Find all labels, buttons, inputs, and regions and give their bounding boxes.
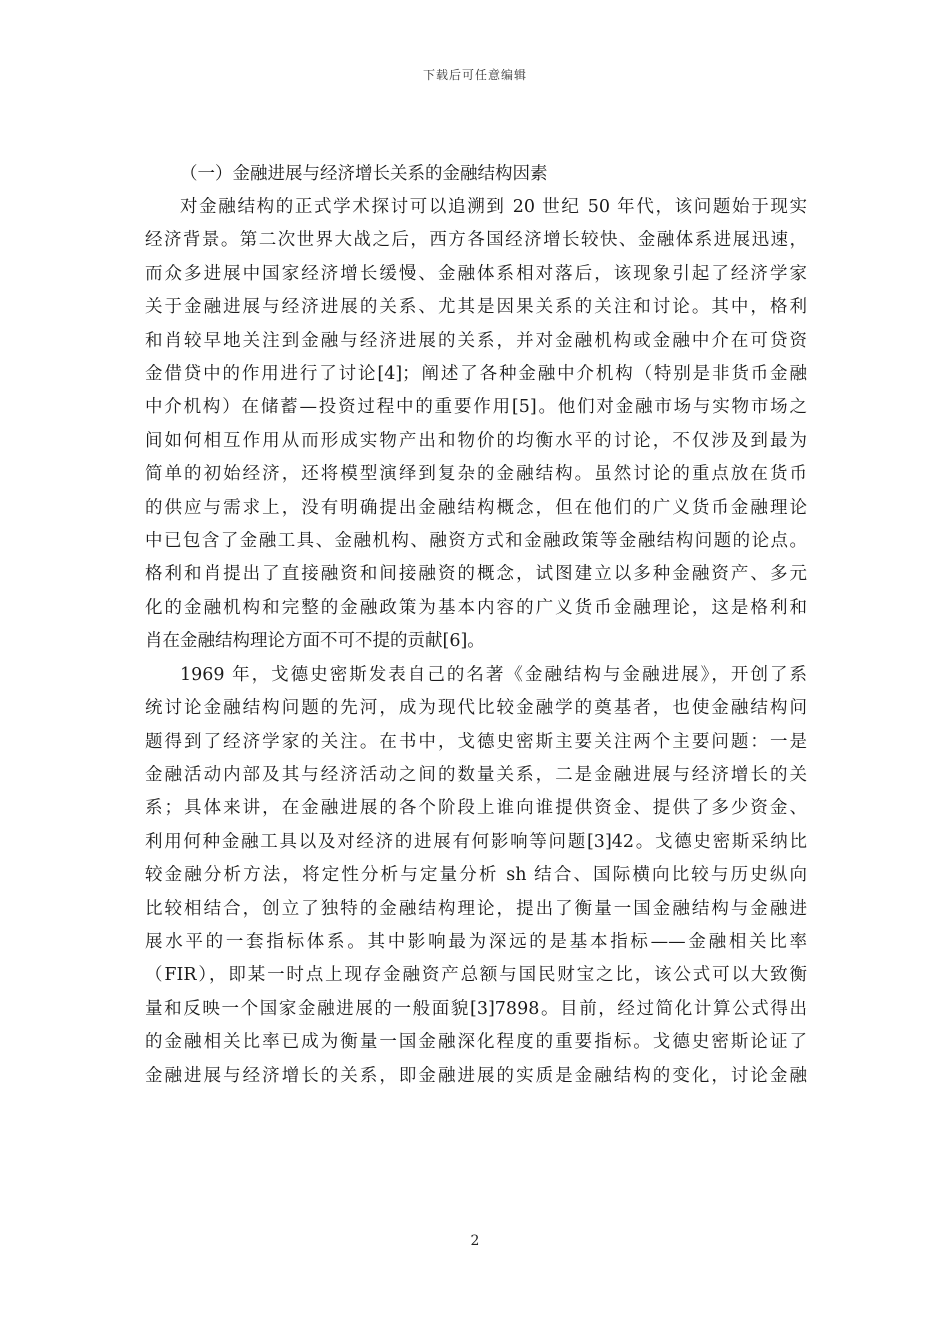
paragraph-2: [145, 659, 807, 1093]
text-line: 而众多进展中国家经济增长缓慢、金融体系相对落后，该现象引起了经济学家: [145, 263, 807, 284]
text-line: 简单的初始经济，还将模型演绎到复杂的金融结构。虽然讨论的重点放在货币: [145, 464, 807, 485]
text-line: 金借贷中的作用进行了讨论[4]；阐述了各种金融中介机构（特别是非货币金融: [145, 364, 807, 385]
text-line: 比较相结合，创立了独特的金融结构理论，提出了衡量一国金融结构与金融进: [145, 898, 807, 919]
text-line: 金融进展与经济增长的关系，即金融进展的实质是金融结构的变化，讨论金融: [145, 1065, 807, 1086]
text-line: 和肖较早地关注到金融与经济进展的关系，并对金融机构或金融中介在可贷资: [145, 330, 807, 351]
page-header: 下载后可任意编辑: [422, 68, 527, 82]
text-line: 经济背景。第二次世界大战之后，西方各国经济增长较快、金融体系进展迅速，: [145, 230, 807, 251]
text-line: 展水平的一套指标体系。其中影响最为深远的是基本指标——金融相关比率: [145, 931, 807, 952]
text-line: 的金融相关比率已成为衡量一国金融深化程度的重要指标。戈德史密斯论证了: [145, 1032, 807, 1053]
text-line: 1969 年，戈德史密斯发表自己的名著《金融结构与金融进展》，开创了系: [180, 664, 807, 685]
text-line: 化的金融机构和完整的金融政策为基本内容的广义货币金融理论，这是格利和: [145, 597, 807, 618]
document-body: [145, 158, 807, 1093]
text-line: 量和反映一个国家金融进展的一般面貌[3]7898。目前，经过简化计算公式得出: [145, 998, 807, 1019]
text-line: 对金融结构的正式学术探讨可以追溯到 20 世纪 50 年代，该问题始于现实: [180, 197, 807, 217]
text-line: 利用何种金融工具以及对经济的进展有何影响等问题[3]42。戈德史密斯采纳比: [145, 831, 807, 852]
text-line: 较金融分析方法，将定性分析与定量分析 sh 结合、国际横向比较与历史纵向: [145, 865, 807, 886]
text-line: 系；具体来讲，在金融进展的各个阶段上谁向谁提供资金、提供了多少资金、: [145, 798, 807, 819]
text-line: 关于金融进展与经济进展的关系、尤其是因果关系的关注和讨论。其中，格利: [145, 297, 807, 318]
section-heading: （一）金融进展与经济增长关系的金融结构因素: [180, 164, 548, 184]
text-line: 金融活动内部及其与经济活动之间的数量关系，二是金融进展与经济增长的关: [145, 764, 807, 785]
paragraph-1: [145, 191, 807, 659]
text-line: 中已包含了金融工具、金融机构、融资方式和金融政策等金融结构问题的论点。: [145, 531, 807, 552]
text-line: 中介机构）在储蓄—投资过程中的重要作用[5]。他们对金融市场与实物市场之: [145, 397, 807, 418]
text-line: 题得到了经济学家的关注。在书中，戈德史密斯主要关注两个主要问题：一是: [145, 731, 807, 752]
text-line: （FIR），即某一时点上现存金融资产总额与国民财宝之比，该公式可以大致衡: [145, 965, 807, 986]
text-line: 的供应与需求上，没有明确提出金融结构概念，但在他们的广义货币金融理论: [145, 497, 807, 518]
text-line: 格利和肖提出了直接融资和间接融资的概念，试图建立以多种金融资产、多元: [145, 564, 807, 585]
page-number: 2: [470, 1233, 480, 1249]
text-line: 肖在金融结构理论方面不可不提的贡献[6]。: [145, 631, 485, 652]
text-line: 间如何相互作用从而形成实物产出和物价的均衡水平的讨论，不仅涉及到最为: [145, 430, 807, 451]
text-line: 统讨论金融结构问题的先河，成为现代比较金融学的奠基者，也使金融结构问: [145, 698, 807, 719]
